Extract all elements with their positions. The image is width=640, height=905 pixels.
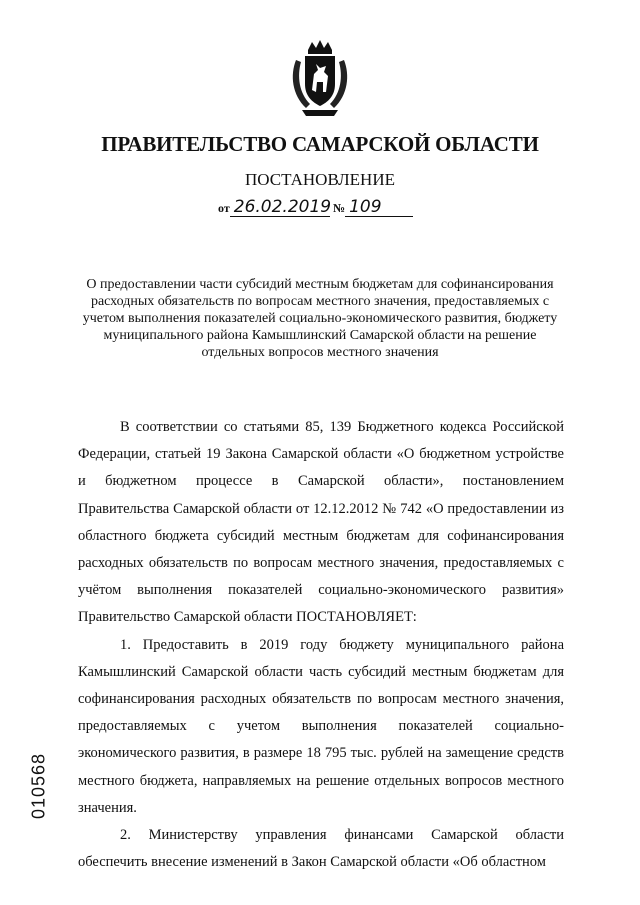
number-label: № — [333, 201, 346, 215]
resolution-title: О предоставлении части субсидий местным бюджетам для софинансирования расходных обязательств по вопросам местного значения, предоставляемых с учетом выполнения показателей социально-экономического развития, бюджету муниципального района Камышлинский Самарской области на решение отдельных вопросов местного значения — [82, 277, 558, 360]
document-number: 109 — [345, 198, 413, 217]
date-number-line — [218, 198, 413, 217]
side-stamp-number — [25, 738, 53, 834]
side-stamp-text: 010568 — [28, 752, 49, 820]
government-name: ПРАВИТЕЛЬСТВО САМАРСКОЙ ОБЛАСТИ — [101, 132, 539, 156]
resolution-body — [78, 414, 564, 876]
coat-of-arms-emblem — [288, 40, 352, 118]
item-2-paragraph: 2. Министерству управления финансами Самарской области обеспечить внесение изменений в Закон Самарской области «Об областном — [78, 827, 564, 871]
document-date: 26.02.2019 — [230, 198, 330, 217]
document-type: ПОСТАНОВЛЕНИЕ — [244, 170, 395, 189]
preamble-paragraph: В соответствии со статьями 85, 139 Бюджетного кодекса Российской Федерации, статьей 19 Закона Самарской области «О бюджетном устройстве и бюджетном процессе в Самарской области», постановлением Правительства Самарской области от 12.12.2012 № 742 «О предоставлении из областного бюджета субсидий местным бюджетам для софинансирования расходных обязательств по вопросам местного значения, предоставляемых с учётом выполнения показателей социально-экономического развития» Правительство Самарской области ПОСТАНОВЛЯЕТ: — [78, 419, 564, 626]
date-label: от — [218, 201, 230, 215]
item-1-paragraph: 1. Предоставить в 2019 году бюджету муниципального района Камышлинский Самарской области часть субсидий местным бюджетам для софинансирования расходных обязательств по вопросам местного значения, предоставляемых с учетом выполнения показателей социально-экономического развития, в размере 18 795 тыс. рублей на замещение средств местного бюджета, направляемых на решение отдельных вопросов местного значения. — [78, 636, 564, 816]
